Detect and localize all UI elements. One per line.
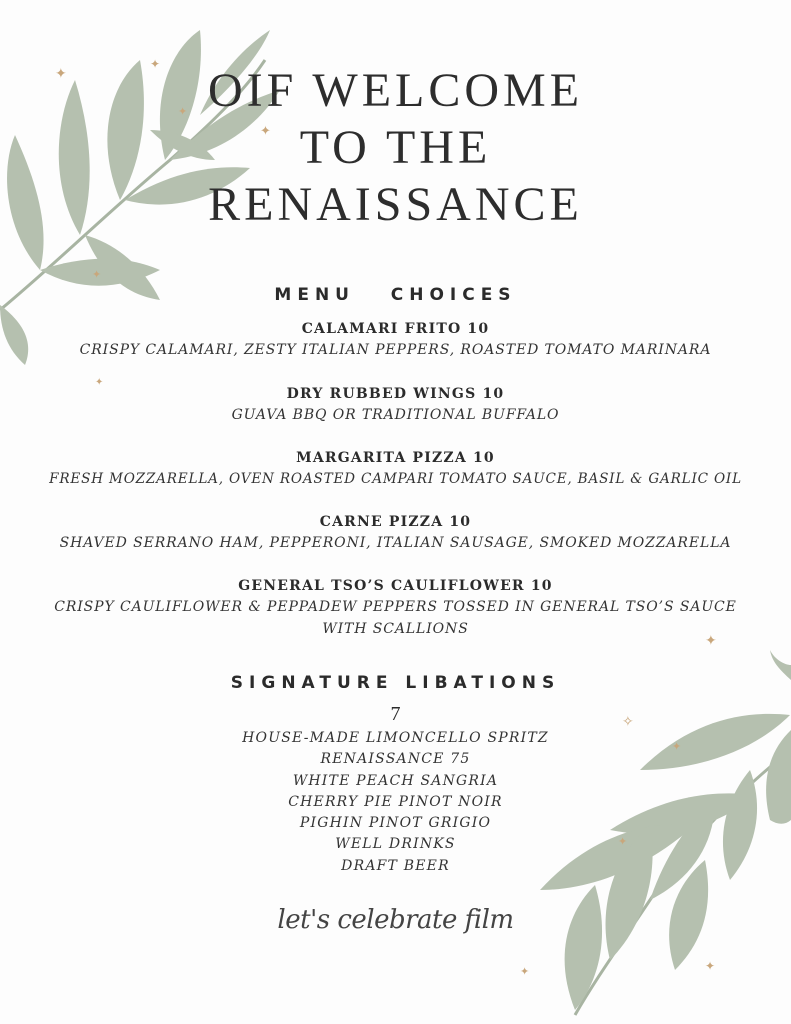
menu-item-name: CARNE PIZZA 10 bbox=[319, 514, 472, 530]
signature-libations-heading: SIGNATURE LIBATIONS bbox=[230, 673, 561, 693]
menu-item-description: CRISPY CALAMARI, ZESTY ITALIAN PEPPERS, ROASTED TOMATO MARINARA bbox=[79, 342, 712, 358]
menu-item bbox=[0, 448, 791, 490]
libation-item: DRAFT BEER bbox=[341, 857, 450, 874]
libation-item: PIGHIN PINOT GRIGIO bbox=[299, 815, 492, 832]
menu-item-description: GUAVA BBQ OR TRADITIONAL BUFFALO bbox=[231, 407, 560, 423]
menu-item-description: FRESH MOZZARELLA, OVEN ROASTED CAMPARI TOMATO SAUCE, BASIL & GARLIC OIL bbox=[49, 471, 742, 487]
menu-item-description: CRISPY CAULIFLOWER & PEPPADEW PEPPERS TOSSED IN GENERAL TSO’S SAUCE bbox=[54, 599, 737, 615]
menu-item-name: MARGARITA PIZZA 10 bbox=[296, 450, 495, 466]
menu-item bbox=[0, 384, 791, 426]
svg-text:✧: ✧ bbox=[622, 714, 634, 730]
menu-item bbox=[0, 512, 791, 554]
svg-text:✦: ✦ bbox=[618, 835, 628, 848]
svg-text:✦: ✦ bbox=[92, 268, 102, 281]
libations-list bbox=[0, 728, 791, 877]
menu-item-description: SHAVED SERRANO HAM, PEPPERONI, ITALIAN SAUSAGE, SMOKED MOZZARELLA bbox=[59, 535, 732, 551]
menu-item-description-line2: WITH SCALLIONS bbox=[322, 621, 469, 637]
svg-text:✦: ✦ bbox=[150, 57, 161, 71]
title-line: TO THE bbox=[299, 121, 492, 174]
libations-price: 7 bbox=[390, 703, 401, 725]
libation-item: RENAISSANCE 75 bbox=[320, 751, 471, 768]
svg-text:✦: ✦ bbox=[672, 740, 682, 753]
libation-item: WELL DRINKS bbox=[335, 836, 456, 853]
menu-item bbox=[0, 319, 791, 361]
closing-script-text: let's celebrate film bbox=[277, 905, 514, 935]
libation-item: WHITE PEACH SANGRIA bbox=[292, 772, 499, 789]
title-line: RENAISSANCE bbox=[208, 178, 583, 231]
svg-text:✦: ✦ bbox=[178, 105, 188, 118]
libation-item: HOUSE-MADE LIMONCELLO SPRITZ bbox=[242, 730, 549, 746]
menu-choices-heading: MENU CHOICES bbox=[274, 285, 517, 305]
menu-item-name: DRY RUBBED WINGS 10 bbox=[286, 386, 505, 402]
menu-item bbox=[0, 576, 791, 640]
menu-item-name: CALAMARI FRITO 10 bbox=[301, 321, 490, 337]
title-line: OIF WELCOME bbox=[207, 64, 584, 117]
page-title bbox=[0, 62, 791, 233]
svg-text:✦: ✦ bbox=[55, 66, 67, 82]
svg-text:✦: ✦ bbox=[520, 965, 530, 978]
svg-text:✦: ✦ bbox=[95, 377, 104, 388]
svg-text:✦: ✦ bbox=[705, 959, 716, 973]
svg-text:✦: ✦ bbox=[705, 633, 717, 649]
svg-text:✦: ✦ bbox=[260, 124, 271, 139]
menu-item-name: GENERAL TSO’S CAULIFLOWER 10 bbox=[238, 578, 553, 594]
libation-item: CHERRY PIE PINOT NOIR bbox=[288, 793, 503, 810]
